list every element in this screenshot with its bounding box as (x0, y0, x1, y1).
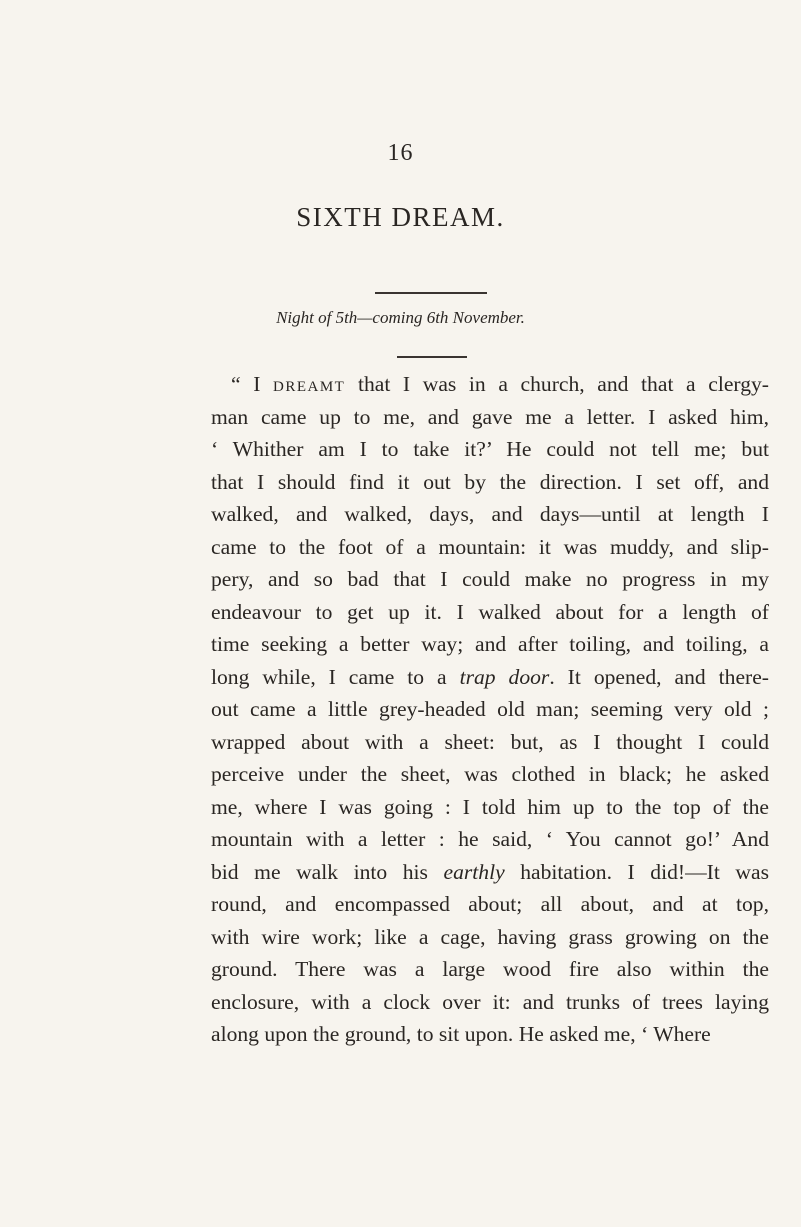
divider-rule-top (375, 292, 487, 294)
date-subheading: Night of 5th—coming 6th November. (276, 308, 525, 327)
text-line: round, and encompassed about; all about, and at top, (211, 892, 769, 916)
text-line: “ I dreamt that I was in a church, and that a clergy- (231, 372, 769, 396)
dream-body-text (211, 368, 769, 1051)
divider-rule-bottom (397, 356, 467, 358)
text-line: wrapped about with a sheet: but, as I thought I could (211, 729, 769, 754)
text-line: that I should find it out by the direction. I set off, and (211, 469, 769, 494)
text-line: man came up to me, and gave me a letter. I asked him, (211, 404, 769, 429)
chapter-title: SIXTH DREAM. (296, 202, 505, 232)
text-line: long while, I came to a trap door. It opened, and there- (211, 664, 769, 689)
text-line: along upon the ground, to sit upon. He asked me, ‘ Where (211, 1022, 711, 1046)
text-line: perceive under the sheet, was clothed in black; he asked (211, 762, 769, 786)
text-line: pery, and so bad that I could make no progress in my (211, 567, 769, 591)
text-line: time seeking a better way; and after toiling, and toiling, a (211, 632, 769, 656)
text-line: me, where I was going : I told him up to the top of the (211, 794, 769, 819)
text-line: endeavour to get up it. I walked about for a length of (211, 599, 769, 624)
text-line: came to the foot of a mountain: it was muddy, and slip- (211, 534, 769, 559)
text-line: out came a little grey-headed old man; seeming very old ; (211, 697, 769, 721)
text-line: ‘ Whither am I to take it?’ He could not tell me; but (211, 437, 769, 461)
page-number: 16 (387, 140, 414, 166)
text-line: bid me walk into his earthly habitation. I did!—It was (211, 859, 769, 884)
text-line: mountain with a letter : he said, ‘ You cannot go!’ And (211, 827, 769, 851)
text-line: walked, and walked, days, and days—until at length I (211, 502, 769, 526)
text-line: with wire work; like a cage, having grass growing on the (211, 924, 769, 949)
text-line: ground. There was a large wood fire also within the (211, 957, 769, 981)
text-line: enclosure, with a clock over it: and trunks of trees laying (211, 989, 769, 1014)
